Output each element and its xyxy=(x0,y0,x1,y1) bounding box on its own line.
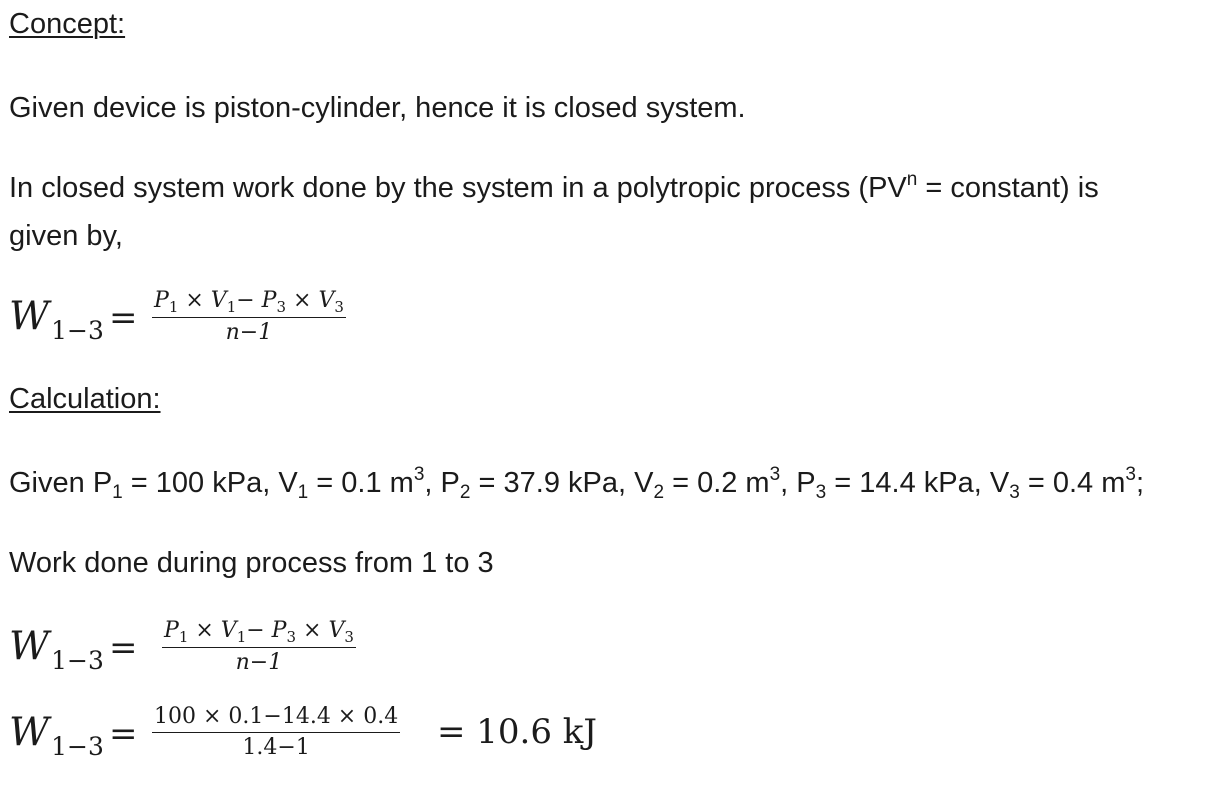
work-formula xyxy=(9,284,429,356)
given-values-line: Given $P_1 = 100$ kPa, $V_1 = 0.1$ $m^3$, $P_2 = 37.9$ kPa, $V_2 = 0.2$ $m^3$, $P_3 = 14.4$ kPa, $V_3 = 0.4$ $m^3$; xyxy=(9,464,1144,503)
formula-lhs xyxy=(9,294,104,345)
numeric-fraction xyxy=(152,704,400,761)
formula-denominator: n−1 xyxy=(225,320,273,345)
formula-repeat-equals: = xyxy=(109,628,138,668)
concept-line-2 xyxy=(9,164,1099,216)
numeric-result: = 10.6 kJ xyxy=(437,712,598,752)
formula-repeat-fraction xyxy=(162,618,356,676)
calculation-heading: Calculation: xyxy=(9,383,161,415)
concept-heading: Concept: xyxy=(9,8,126,40)
concept-line-2-text-a: In closed system work done by the system in a polytropic process (PV xyxy=(9,172,907,204)
formula-repeat-numerator: $P_1 \times V_1- P_3 \times V_3$ xyxy=(164,618,354,646)
formula-repeat-lhs: W1−3 xyxy=(9,624,104,675)
exponent-n: n xyxy=(906,169,918,190)
concept-line-3: given by, xyxy=(9,220,123,252)
numeric-numerator: 100 × 0.1−14.4 × 0.4 xyxy=(152,704,400,733)
numeric-lhs: W1−3 xyxy=(9,710,104,761)
numeric-equation xyxy=(9,700,649,772)
numeric-equals: = xyxy=(109,714,138,754)
concept-line-2-text-b: = constant) is xyxy=(917,172,1099,204)
formula-fraction xyxy=(152,288,346,346)
formula-equals: = xyxy=(109,298,138,338)
formula-w-subscript: 1−3 xyxy=(51,316,104,345)
formula-w-symbol: W xyxy=(9,294,50,339)
work-done-line: Work done during process from 1 to 3 xyxy=(9,547,494,579)
numeric-denominator: 1.4−1 xyxy=(242,735,310,760)
formula-numerator: $P_1 \times V_1- P_3 \times V_3$ xyxy=(154,288,344,316)
concept-line-1: Given device is piston-cylinder, hence it is closed system. xyxy=(9,92,746,124)
formula-repeat-denominator: n−1 xyxy=(235,650,283,675)
work-formula-repeat xyxy=(9,614,429,686)
